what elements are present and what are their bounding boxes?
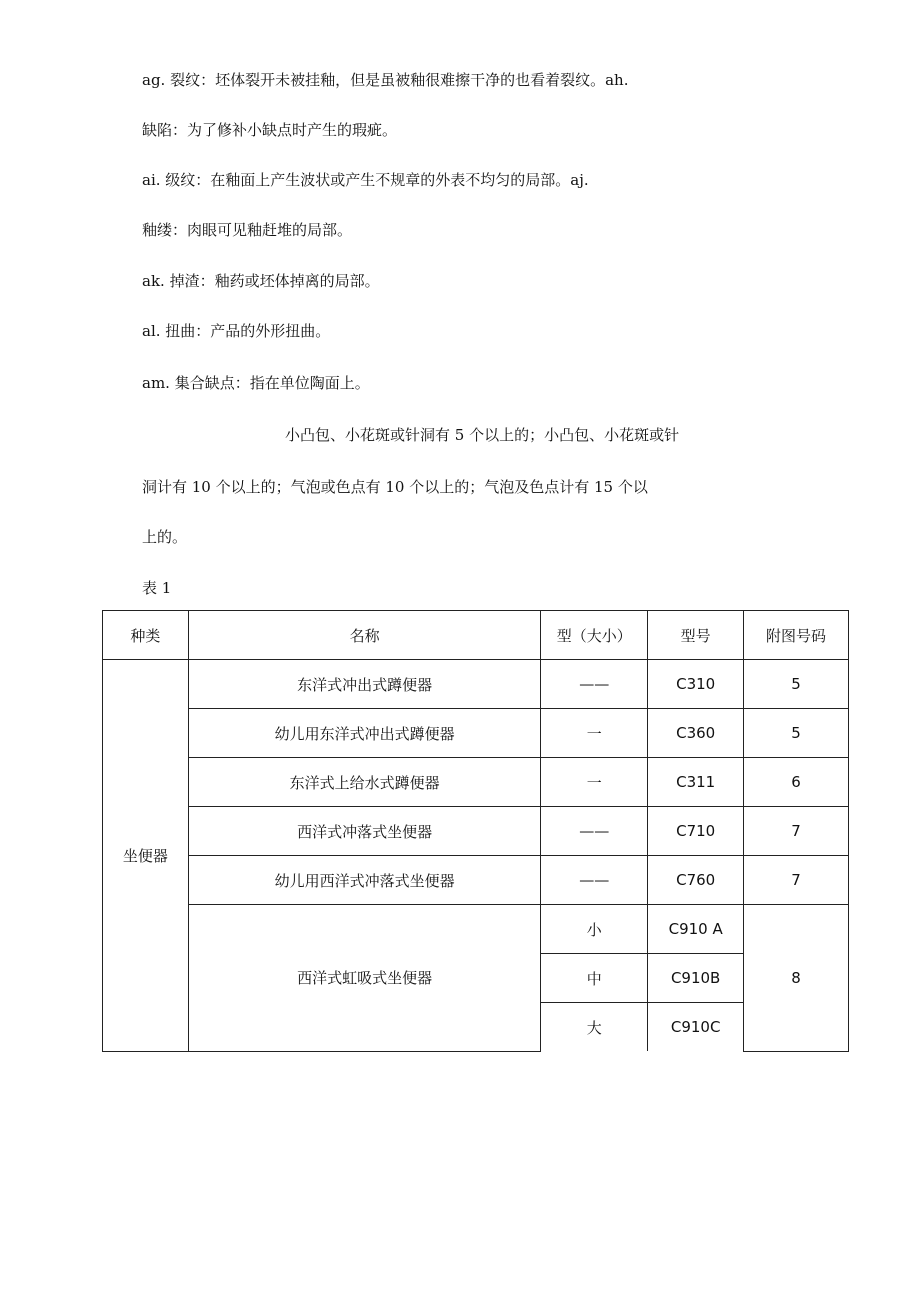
header-category: 种类 (103, 611, 189, 660)
name-cell: 东洋式冲出式蹲便器 (188, 660, 540, 709)
paragraph-combined-defects: am. 集合缺点：指在单位陶面上。 (142, 374, 370, 392)
table-caption: 表 1 (142, 579, 172, 597)
size-cell: 一 (541, 709, 648, 758)
table-row (103, 856, 849, 905)
paragraph-glaze-pile: 釉缕：肉眼可见釉赶堆的局部。 (142, 221, 353, 239)
model-cell: C760 (648, 856, 744, 905)
figure-cell: 5 (744, 660, 849, 709)
paragraph-ripple: ai. 级纹：在釉面上产生波状或产生不规章的外表不均匀的局部。aj. (142, 171, 589, 189)
figure-cell: 7 (744, 807, 849, 856)
paragraph-combined-detail-3: 上的。 (142, 528, 188, 546)
table-row (103, 905, 849, 954)
siphon-name-cell: 西洋式虹吸式坐便器 (188, 905, 540, 1052)
table-row (103, 660, 849, 709)
figure-cell: 5 (744, 709, 849, 758)
size-cell: —— (541, 856, 648, 905)
header-model: 型号 (648, 611, 744, 660)
header-figure: 附图号码 (744, 611, 849, 660)
siphon-figure-cell: 8 (744, 905, 849, 1052)
size-cell-large: 大 (541, 1003, 648, 1052)
name-cell: 东洋式上给水式蹲便器 (188, 758, 540, 807)
figure-cell: 7 (744, 856, 849, 905)
model-cell-large: C910C (648, 1003, 744, 1052)
figure-cell: 6 (744, 758, 849, 807)
name-cell: 幼儿用西洋式冲落式坐便器 (188, 856, 540, 905)
model-cell: C710 (648, 807, 744, 856)
model-cell-small: C910 A (648, 905, 744, 954)
paragraph-distortion: al. 扭曲：产品的外形扭曲。 (142, 322, 331, 340)
header-size: 型（大小） (541, 611, 648, 660)
paragraph-combined-detail-2: 洞计有 10 个以上的；气泡或色点有 10 个以上的；气泡及色点计有 15 个以 (142, 478, 648, 496)
paragraph-combined-detail-1: 小凸包、小花斑或针洞有 5 个以上的；小凸包、小花斑或针 (285, 426, 680, 444)
size-cell: 一 (541, 758, 648, 807)
model-cell: C310 (648, 660, 744, 709)
paragraph-crack: ag. 裂纹：坯体裂开未被挂釉，但是虽被釉很难擦干净的也看着裂纹。ah. (142, 71, 629, 89)
size-cell: —— (541, 660, 648, 709)
name-cell: 幼儿用东洋式冲出式蹲便器 (188, 709, 540, 758)
model-cell: C360 (648, 709, 744, 758)
table-row (103, 758, 849, 807)
table-row (103, 807, 849, 856)
category-cell: 坐便器 (103, 660, 189, 1052)
paragraph-chipping: ak. 掉渣：釉药或坯体掉离的局部。 (142, 272, 380, 290)
header-name: 名称 (188, 611, 540, 660)
table-header-row (103, 611, 849, 660)
size-cell-small: 小 (541, 905, 648, 954)
size-cell: —— (541, 807, 648, 856)
name-cell: 西洋式冲落式坐便器 (188, 807, 540, 856)
table-row (103, 709, 849, 758)
paragraph-defect: 缺陷：为了修补小缺点时产生的瑕疵。 (142, 121, 398, 139)
model-cell: C311 (648, 758, 744, 807)
toilet-spec-table (102, 610, 849, 1052)
model-cell-medium: C910B (648, 954, 744, 1003)
size-cell-medium: 中 (541, 954, 648, 1003)
